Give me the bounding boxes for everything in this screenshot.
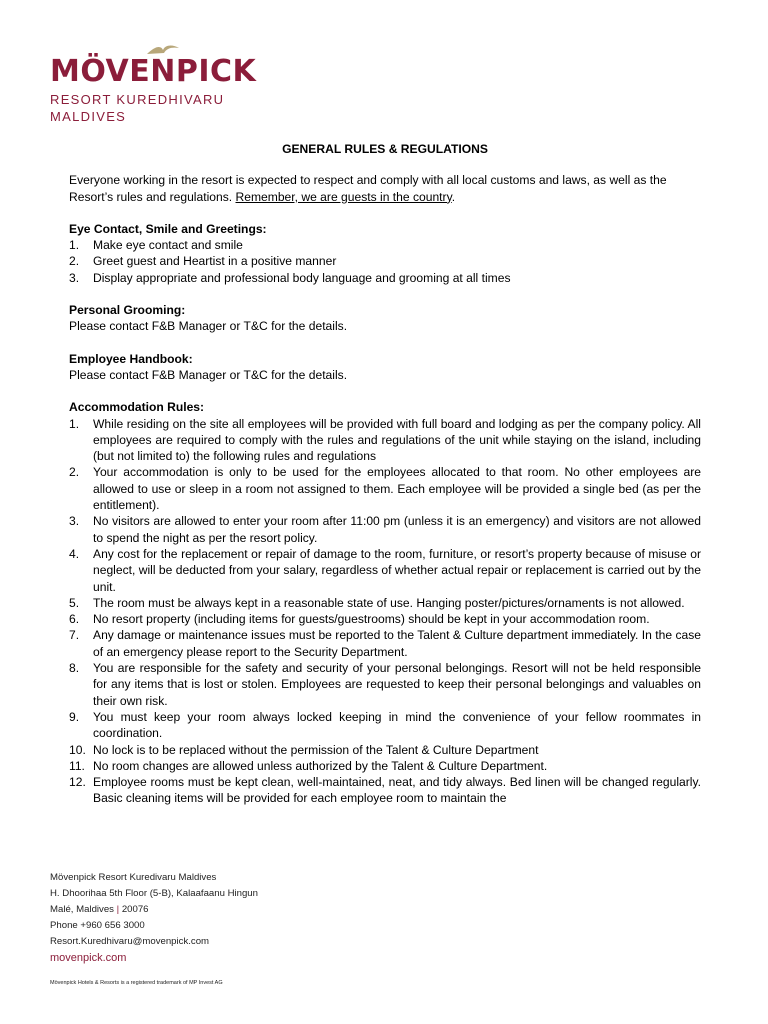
intro-end: . (451, 189, 456, 204)
footer-postcode: 20076 (121, 904, 149, 915)
list-item (69, 546, 701, 595)
list-item-text: The room must be always kept in a reasonable state of use. Hanging poster/pictures/ornaments is not allowed. (93, 595, 685, 610)
trademark-notice: Mövenpick Hotels & Resorts is a registered trademark of MP Invest AG (50, 980, 223, 986)
list-item-text: No visitors are allowed to enter your room after 11:00 pm (unless it is an emergency) and visitors are not allowed to spend the night as per the resort policy. (93, 514, 701, 545)
list-item (69, 595, 701, 611)
logo-subtitle-country: MALDIVES (50, 109, 127, 124)
list-item-text: Employee rooms must be kept clean, well-maintained, neat, and tidy always. Bed linen will be changed regularly. Basic cleaning items will be provided for each employee room to maintain the (93, 775, 701, 806)
list-item-number: 12. (69, 775, 86, 790)
list-item-number: 9. (69, 709, 80, 724)
list-item-number: 4. (69, 546, 80, 561)
footer-city: Malé, Maldives (50, 904, 114, 915)
list-item-text: You must keep your room always locked keeping in mind the convenience of your fellow roommates in coordination. (93, 709, 701, 741)
list-item (69, 270, 701, 286)
list-item-text: Display appropriate and professional body language and grooming at all times (93, 270, 511, 285)
list-item-number: 2. (69, 465, 80, 480)
list-item-text: No room changes are allowed unless authorized by the Talent & Culture Department. (93, 758, 548, 773)
list-item-text: No lock is to be replaced without the permission of the Talent & Culture Department (93, 742, 539, 757)
footer-address-block (50, 870, 258, 966)
footer-company: Mövenpick Resort Kuredivaru Maldives (50, 872, 217, 883)
footer-website-link[interactable]: movenpick.com (50, 952, 127, 964)
list-item-text: Your accommodation is only to be used for the employees allocated to that room. No other employees are allowed to use or sleep in a room not assigned to them. Each employee will be provided a single bed (as per the entitlement). (93, 465, 701, 513)
list-item (69, 742, 701, 758)
list-item-number: 2. (69, 254, 80, 269)
document-body (69, 141, 701, 807)
handbook-text: Please contact F&B Manager or T&C for the details. (69, 367, 348, 382)
section-heading-accommodation: Accommodation Rules: (69, 400, 205, 415)
list-item-text: While residing on the site all employees will be provided with full board and lodging as per the company policy. All employees are required to comply with the rules and regulations of the unit while staying on the island, including (but not limited to) the following rules and regulations (93, 416, 701, 464)
footer-separator: | (116, 904, 120, 915)
intro-paragraph (69, 172, 701, 205)
list-item-text: Any damage or maintenance issues must be reported to the Talent & Culture department immediately. In the case of an emergency please report to the Security Department. (93, 628, 701, 659)
intro-underlined-text: Remember, we are guests in the country (235, 189, 452, 204)
section-heading-eye-contact: Eye Contact, Smile and Greetings: (69, 221, 267, 236)
footer-email-link[interactable]: Resort.Kuredhivaru@movenpick.com (50, 936, 210, 947)
list-item (69, 464, 701, 513)
list-item-number: 11. (69, 758, 85, 773)
eye-contact-list (69, 237, 701, 286)
list-item (69, 253, 701, 269)
list-item-number: 6. (69, 612, 80, 627)
list-item-number: 5. (69, 595, 80, 610)
logo-wordmark: MÖVENPICK (50, 54, 257, 89)
list-item-number: 8. (69, 661, 80, 676)
footer-city-line (50, 902, 258, 918)
list-item-text: No resort property (including items for guests/guestrooms) should be kept in your accommodation room. (93, 612, 650, 627)
list-item-number: 1. (69, 238, 80, 253)
list-item (69, 416, 701, 465)
list-item-text: You are responsible for the safety and security of your personal belongings. Resort will not be held responsible for any items that is lost or stolen. Employees are requested to keep their personal belongings and valuables on their own risk. (93, 661, 701, 708)
list-item (69, 774, 701, 807)
list-item-text: Greet guest and Heartist in a positive manner (93, 254, 337, 269)
accommodation-rules-list (69, 416, 701, 807)
list-item (69, 660, 701, 709)
intro-text: Everyone working in the resort is expected to respect and comply with all local customs and laws, as well as the Resort’s rules and regulations. (69, 173, 667, 204)
footer-address: H. Dhoorihaa 5th Floor (5-B), Kalaafaanu Hingun (50, 888, 258, 899)
list-item-text: Make eye contact and smile (93, 238, 243, 253)
section-heading-handbook: Employee Handbook: (69, 351, 193, 366)
list-item (69, 627, 701, 660)
list-item (69, 611, 701, 627)
list-item (69, 758, 701, 774)
list-item-number: 1. (69, 416, 80, 431)
grooming-text: Please contact F&B Manager or T&C for the details. (69, 319, 348, 334)
logo-subtitle-resort: RESORT KUREDHIVARU (50, 92, 225, 107)
list-item-number: 3. (69, 514, 80, 529)
list-item (69, 237, 701, 253)
footer-phone: Phone +960 656 3000 (50, 920, 145, 931)
section-heading-grooming: Personal Grooming: (69, 303, 186, 318)
list-item-number: 10. (69, 742, 86, 757)
list-item-number: 7. (69, 628, 80, 643)
list-item-text: Any cost for the replacement or repair of damage to the room, furniture, or resort’s property because of misuse or neglect, will be deducted from your salary, regardless of whether actual repair or replacement is carried out by the unit. (93, 546, 701, 594)
document-title: GENERAL RULES & REGULATIONS (282, 142, 488, 156)
list-item (69, 709, 701, 742)
list-item-number: 3. (69, 270, 80, 285)
list-item (69, 513, 701, 546)
